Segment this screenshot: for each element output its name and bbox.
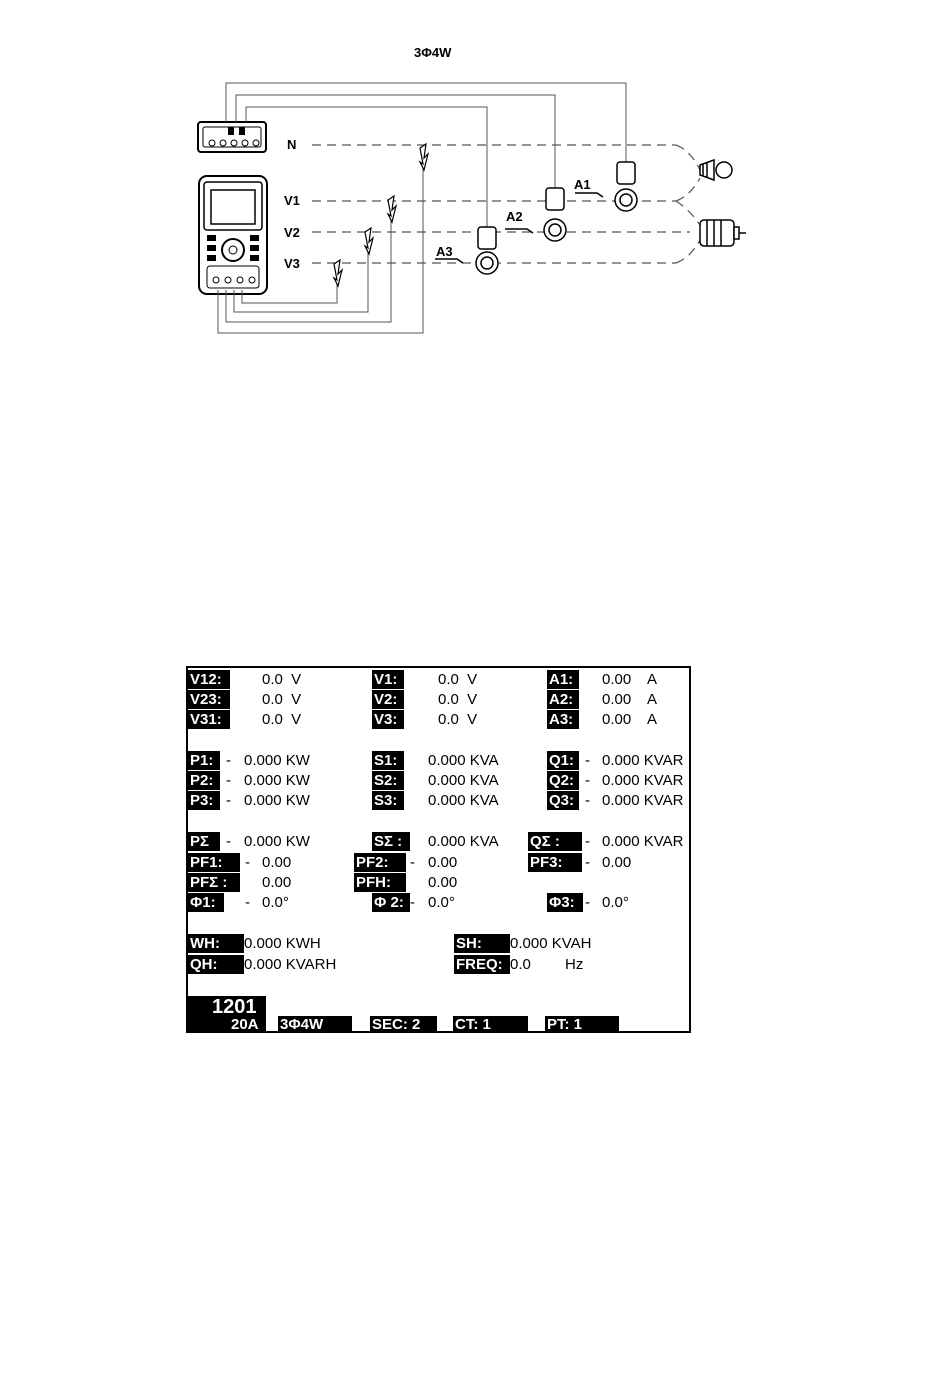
label-v23: V23: [188,690,230,709]
label-v12: V12: [188,670,230,689]
value-wh: 0.000 KWH [244,935,321,952]
value-q1: 0.000 KVAR [602,752,684,769]
wiring-diagram [0,0,950,360]
sign-q1: - [585,752,590,769]
value-pfh: 0.00 [428,874,458,891]
sign-q3: - [585,792,590,809]
label-v3: V3: [372,710,404,729]
clamp-arrows [435,193,603,263]
value-freq: 0.0 [510,956,531,973]
memory-counter-block [188,996,266,1033]
label-a1: A1: [547,670,579,689]
label-s-sum: SΣ : [372,832,410,851]
label-pf1: PF1: [188,853,240,872]
label-wh: WH: [188,934,244,953]
meter-lcd-screen [186,666,691,1033]
label-phi1: Φ1: [188,893,224,912]
value-s3: 0.000 KVA [428,792,499,809]
value-p2: 0.000 KW [244,772,310,789]
sign-p3: - [226,792,231,809]
label-pfh: PFH: [354,873,406,892]
value-v23: 0.0 V [262,691,302,708]
label-p3: P3: [188,791,220,810]
value-v2: 0.0 V [438,691,478,708]
value-pf2: 0.00 [428,854,458,871]
sign-phi2: - [410,894,415,911]
label-p2: P2: [188,771,220,790]
clamp-a3-icon [476,227,498,274]
clamp-label-a1: A1 [574,177,591,192]
value-v12: 0.0 V [262,671,302,688]
clamp-label-a2: A2 [506,209,523,224]
sign-pf3: - [585,854,590,871]
line-label-n: N [287,137,297,152]
clamp-a2-icon [544,188,566,241]
sign-q-sum: - [585,833,590,850]
value-pf3: 0.00 [602,854,632,871]
value-q2: 0.000 KVAR [602,772,684,789]
value-q-sum: 0.000 KVAR [602,833,684,850]
value-v1: 0.0 V [438,671,478,688]
label-v31: V31: [188,710,230,729]
diagram-title: 3Φ4W [414,45,452,60]
sign-pf1: - [245,854,250,871]
lamp-icon [700,160,732,180]
label-p1: P1: [188,751,220,770]
status-mode: 3Φ4W [278,1016,352,1033]
status-sec: SEC: 2 [370,1016,437,1033]
label-s3: S3: [372,791,404,810]
value-phi3: 0.0° [602,894,629,911]
label-q1: Q1: [547,751,579,770]
sign-q2: - [585,772,590,789]
label-pf-sum: PFΣ : [188,873,240,892]
value-pf-sum: 0.00 [262,874,292,891]
unit-freq: Hz [565,956,584,973]
value-p3: 0.000 KW [244,792,310,809]
label-phi3: Φ3: [547,893,583,912]
sign-p2: - [226,772,231,789]
line-label-v2: V2 [284,225,300,240]
line-label-v1: V1 [284,193,300,208]
label-q2: Q2: [547,771,579,790]
value-s2: 0.000 KVA [428,772,499,789]
value-v3: 0.0 V [438,711,478,728]
voltage-clips [334,144,428,286]
motor-icon [700,220,746,246]
sign-p-sum: - [226,833,231,850]
label-s2: S2: [372,771,404,790]
value-phi1: 0.0° [262,894,289,911]
value-qh: 0.000 KVARH [244,956,337,973]
status-ct: CT: 1 [453,1016,528,1033]
sign-p1: - [226,752,231,769]
value-p-sum: 0.000 KW [244,833,310,850]
label-q3: Q3: [547,791,579,810]
label-v2: V2: [372,690,404,709]
meter-connector [198,122,266,152]
line-label-v3: V3 [284,256,300,271]
clamp-a1-icon [615,162,637,211]
value-phi2: 0.0° [428,894,455,911]
label-a3: A3: [547,710,579,729]
label-pf3: PF3: [528,853,582,872]
value-pf1: 0.00 [262,854,292,871]
value-a3: 0.00 A [602,711,658,728]
label-phi2: Φ 2: [372,893,410,912]
label-sh: SH: [454,934,510,953]
current-range: 20A [231,1016,259,1033]
value-a1: 0.00 A [602,671,658,688]
power-meter-device [199,176,267,294]
label-v1: V1: [372,670,404,689]
value-s1: 0.000 KVA [428,752,499,769]
sign-phi1: - [245,894,250,911]
label-freq: FREQ: [454,955,510,974]
memory-count: 1201 [212,996,257,1018]
label-q-sum: QΣ : [528,832,582,851]
current-clamps [476,162,637,274]
value-sh: 0.000 KVAH [510,935,592,952]
label-qh: QH: [188,955,244,974]
value-a2: 0.00 A [602,691,658,708]
value-q3: 0.000 KVAR [602,792,684,809]
label-p-sum: PΣ [188,832,220,851]
label-s1: S1: [372,751,404,770]
sign-pf2: - [410,854,415,871]
value-p1: 0.000 KW [244,752,310,769]
value-s-sum: 0.000 KVA [428,833,499,850]
sign-phi3: - [585,894,590,911]
label-pf2: PF2: [354,853,406,872]
clamp-label-a3: A3 [436,244,453,259]
status-pt: PT: 1 [545,1016,619,1033]
value-v31: 0.0 V [262,711,302,728]
label-a2: A2: [547,690,579,709]
